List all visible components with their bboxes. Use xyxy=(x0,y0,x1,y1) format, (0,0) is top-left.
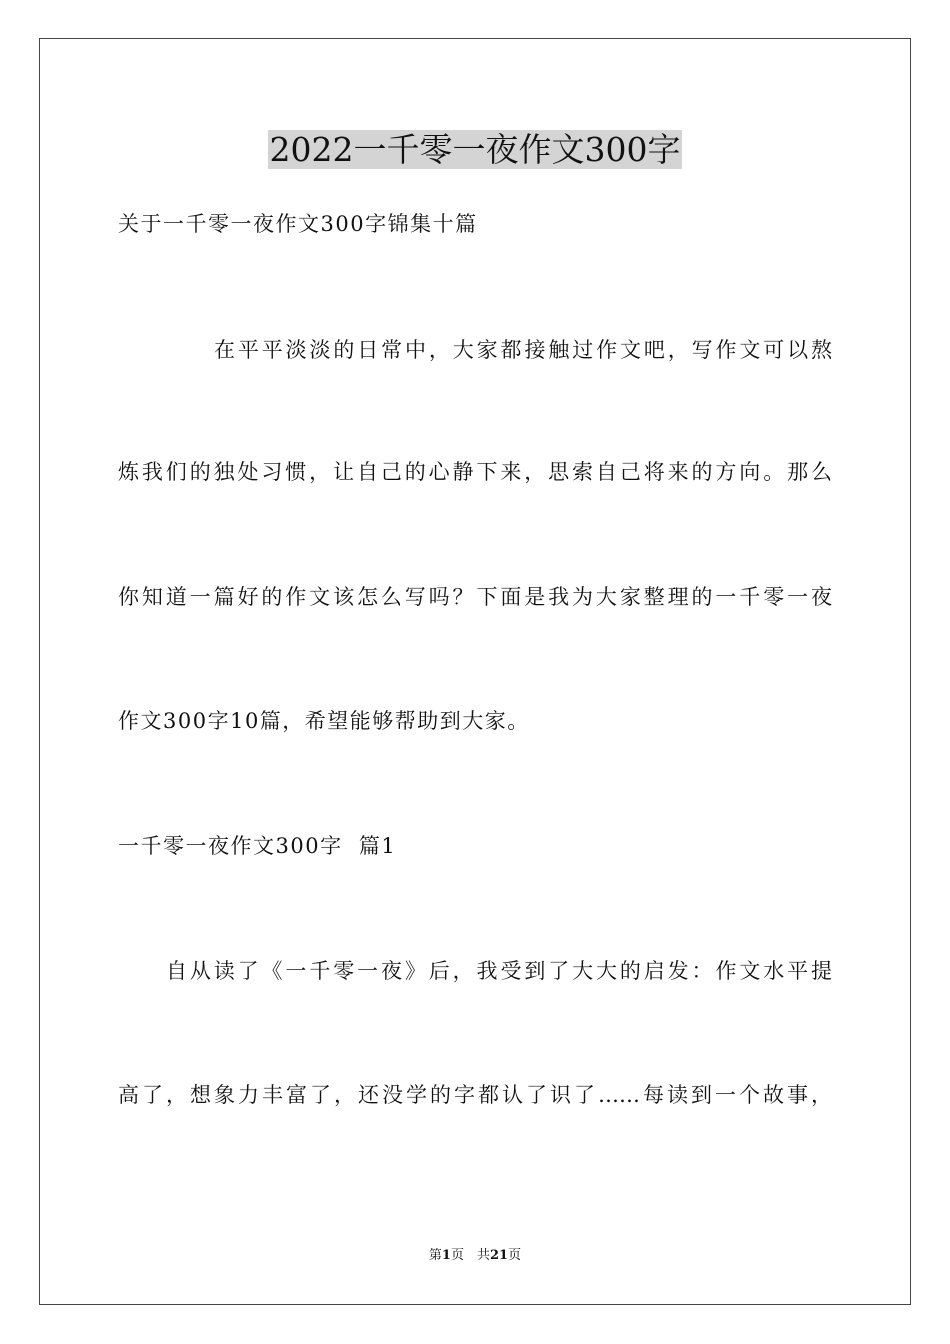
body-line-1: 自从读了《一千零一夜》后，我受到了大大的启发：作文水平提 xyxy=(166,959,832,983)
document-title-text: 2022一千零一夜作文300字 xyxy=(269,130,681,169)
intro-line-4: 作文300字10篇，希望能够帮助到大家。 xyxy=(118,709,530,733)
page-footer xyxy=(0,1246,950,1266)
intro-line-1: 在平平淡淡的日常中，大家都接触过作文吧，写作文可以熬 xyxy=(214,338,832,362)
document-title xyxy=(0,128,950,172)
section-heading: 一千零一夜作文300字 篇1 xyxy=(118,834,397,858)
intro-line-2: 炼我们的独处习惯，让自己的心静下来，思索自己将来的方向。那么 xyxy=(118,460,832,484)
footer-suffix: 页 xyxy=(508,1248,522,1263)
document-subtitle: 关于一千零一夜作文300字锦集十篇 xyxy=(118,212,478,236)
footer-current-page: 1 xyxy=(441,1248,451,1263)
footer-total-pages: 21 xyxy=(489,1248,509,1263)
body-line-2: 高了，想象力丰富了，还没学的字都认了识了……每读到一个故事， xyxy=(118,1083,832,1107)
footer-prefix: 第 xyxy=(428,1248,442,1263)
intro-line-3: 你知道一篇好的作文该怎么写吗？下面是我为大家整理的一千零一夜 xyxy=(118,585,832,609)
footer-mid: 页 共 xyxy=(450,1248,490,1263)
